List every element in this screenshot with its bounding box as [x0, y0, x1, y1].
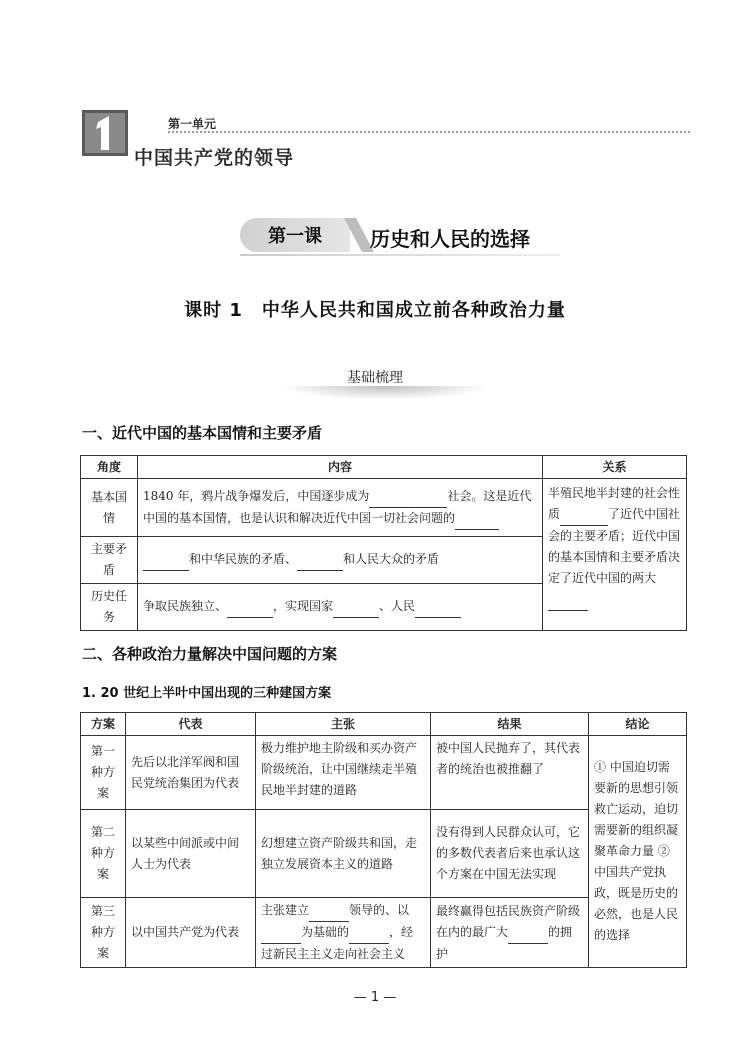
result-text: 的拥护 [436, 924, 573, 961]
header-content: 内容 [138, 456, 543, 479]
conclusion-cell: ① 中国迫切需要新的思想引领救亡运动，迫切需要新的组织凝聚革命力量 ② 中国共产党执政，既是历史的必然，也是人民的选择 [589, 736, 687, 968]
unit-label: 第一单元 [168, 117, 217, 131]
section2-title: 二、各种政治力量解决中国问题的方案 [82, 645, 338, 663]
section2-table [80, 712, 687, 968]
period-title: 课时 1 中华人民共和国成立前各种政治力量 [184, 300, 566, 321]
table-row [81, 479, 687, 537]
header-conclusion: 结论 [589, 713, 687, 736]
content-text: 1840 年，鸦片战争爆发后，中国逐步成为 [143, 488, 370, 503]
claim-text: 主张建立 [261, 903, 310, 917]
table-row [81, 736, 687, 810]
basic-review-shadow [280, 386, 490, 400]
result-cell: 没有得到人民群众认可，它的多数代表者后来也承认这个方案在中国无法实现 [431, 810, 589, 898]
result-cell [431, 898, 589, 968]
content-text: 和人民大众的矛盾 [343, 552, 440, 566]
aspect-cell: 主要矛盾 [81, 537, 138, 584]
result-cell: 被中国人民抛弃了，其代表者的统治也被推翻了 [431, 736, 589, 810]
header-relation: 关系 [543, 456, 687, 479]
basic-review-title: 基础梳理 [347, 370, 403, 386]
header-plan: 方案 [81, 713, 126, 736]
claim-cell: 幻想建立资产阶级共和国，走独立发展资本主义的道路 [256, 810, 431, 898]
content-cell [138, 584, 543, 631]
section2-subtitle: 1. 20 世纪上半叶中国出现的三种建国方案 [82, 686, 332, 701]
plan-cell: 第二种方案 [81, 810, 126, 898]
fill-blank [455, 508, 499, 530]
fill-blank [143, 549, 189, 571]
unit-divider [168, 131, 690, 133]
fill-blank [369, 486, 447, 508]
section1-table [80, 455, 687, 631]
header-result: 结果 [431, 713, 589, 736]
fill-blank [560, 504, 608, 526]
fill-blank [415, 596, 461, 618]
relation-text: 半殖民地半封建的社会性质 [548, 486, 681, 521]
header-claim: 主张 [256, 713, 431, 736]
content-cell [138, 537, 543, 584]
fill-blank [508, 922, 548, 944]
page-number: — 1 — [353, 990, 397, 1005]
content-cell [138, 479, 543, 537]
table-header-row [81, 456, 687, 479]
claim-text: ，经过新民主主义走向社会主义 [261, 925, 414, 961]
relation-cell [543, 479, 687, 631]
fill-blank [349, 922, 389, 944]
header-aspect: 角度 [81, 456, 138, 479]
fill-blank [297, 549, 343, 571]
representative-cell: 以中国共产党为代表 [126, 898, 256, 968]
claim-cell: 极力维护地主阶级和买办资产阶级统治，让中国继续走半殖民地半封建的道路 [256, 736, 431, 810]
claim-text: 为基础的 [301, 925, 350, 939]
lesson-underline [240, 254, 560, 256]
fill-blank [309, 900, 349, 922]
result-text: 最终赢得包括民族资产阶级在内的最广大 [436, 903, 581, 939]
lesson-label: 第一课 [240, 218, 350, 252]
fill-blank [333, 596, 379, 618]
fill-blank [548, 589, 588, 611]
representative-cell: 以某些中间派或中间人士为代表 [126, 810, 256, 898]
unit-number-badge [82, 110, 128, 156]
claim-cell [256, 898, 431, 968]
content-text: ，实现国家 [273, 599, 334, 613]
plan-cell: 第一种方案 [81, 736, 126, 810]
content-text: 争取民族独立、 [143, 599, 228, 613]
relation-text: 了近代中国社会的主要矛盾；近代中国的基本国情和主要矛盾决定了近代中国的两大 [548, 507, 681, 585]
content-text: 社会。这是近代中国的基本国情，也是认识和解决近代中国一切社会问题的 [143, 488, 532, 525]
fill-blank [227, 596, 273, 618]
claim-text: 领导的、以 [349, 903, 410, 917]
header-representative: 代表 [126, 713, 256, 736]
representative-cell: 先后以北洋军阀和国民党统治集团为代表 [126, 736, 256, 810]
fill-blank [261, 922, 301, 944]
plan-cell: 第三种方案 [81, 898, 126, 968]
aspect-cell: 基本国情 [81, 479, 138, 537]
content-text: 和中华民族的矛盾、 [189, 552, 298, 566]
section1-title: 一、近代中国的基本国情和主要矛盾 [82, 424, 323, 442]
lesson-title: 历史和人民的选择 [370, 227, 530, 251]
table-header-row [81, 713, 687, 736]
content-text: 、人民 [379, 599, 416, 613]
unit-title: 中国共产党的领导 [134, 147, 295, 169]
aspect-cell: 历史任务 [81, 584, 138, 631]
